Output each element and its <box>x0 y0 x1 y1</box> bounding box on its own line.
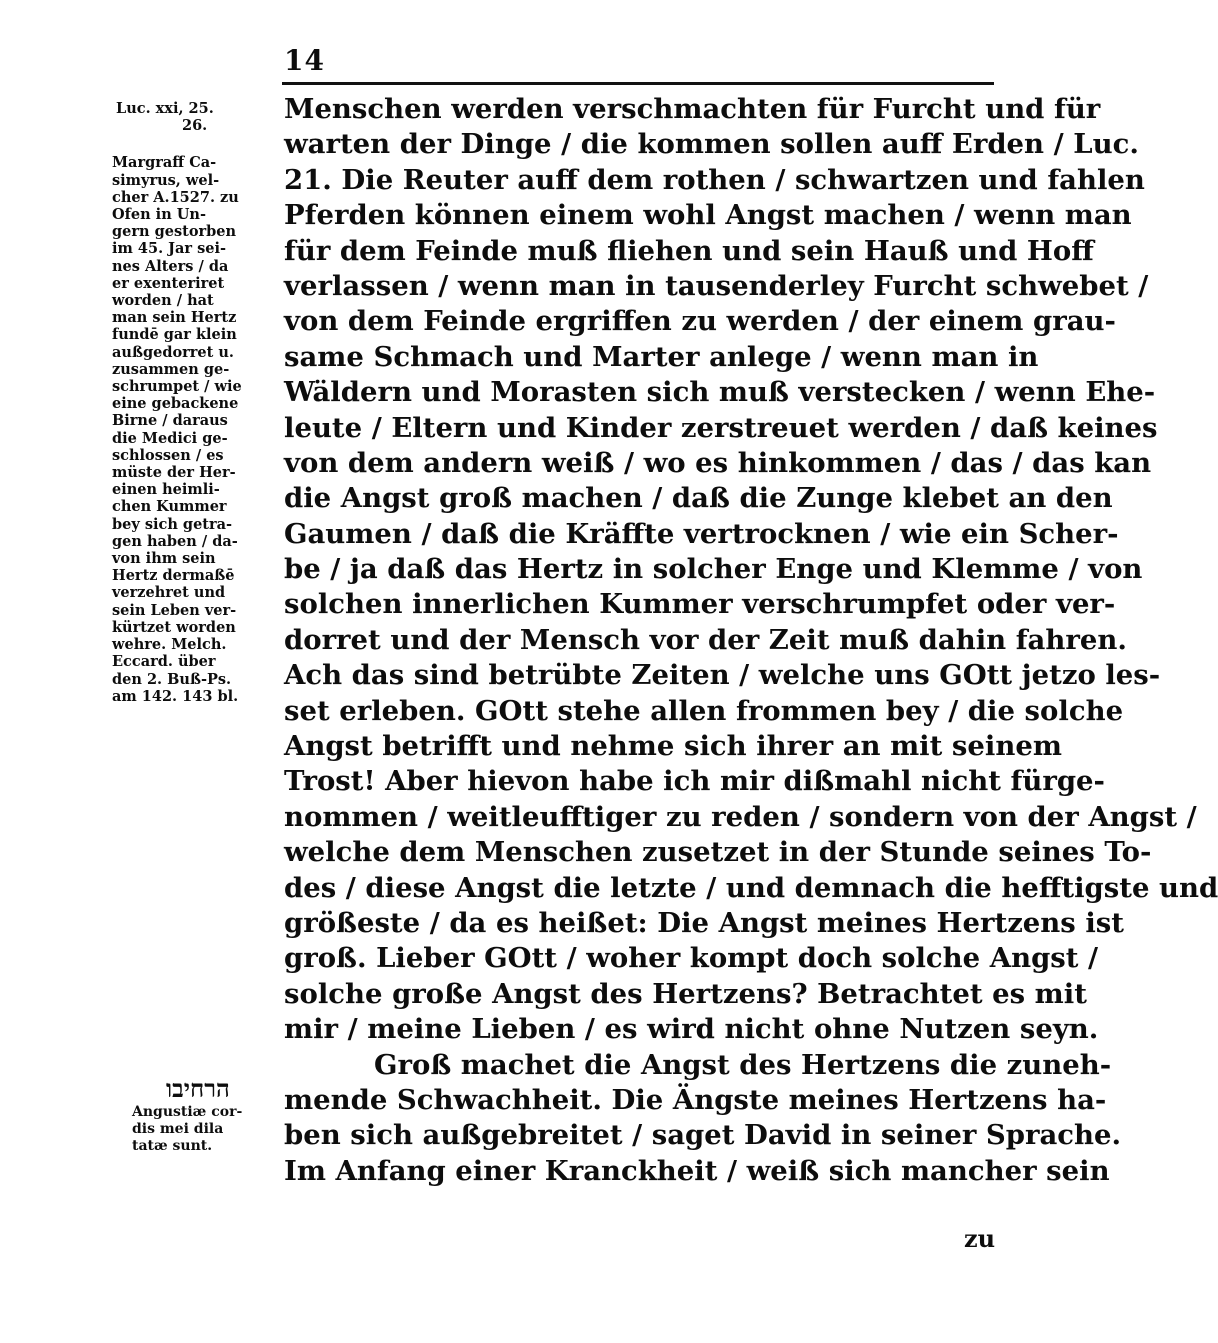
margin-line: verzehret und <box>112 584 226 602</box>
header-rule <box>282 82 994 85</box>
text-line: solche große Angst des Hertzens? Betrachtet es mit <box>284 977 1087 1010</box>
margin-bible-reference <box>112 100 282 134</box>
margin-line: eine gebackene <box>112 395 239 413</box>
text-line: des / diese Angst die letzte / und demnach die hefftigste und <box>284 871 1218 904</box>
margin-line: nes Alters / da <box>112 257 229 275</box>
margin-line: Hertz dermaßē <box>112 567 235 585</box>
text-line: nommen / weitleufftiger zu reden / sondern von der Angst / <box>284 800 1197 833</box>
margin-line: cher A.1527. zu <box>112 188 239 206</box>
text-line: Im Anfang einer Kranckheit / weiß sich mancher sein <box>284 1154 1110 1187</box>
text-line: verlassen / wenn man in tausenderley Furcht schwebet / <box>284 269 1149 302</box>
text-line: set erleben. GOtt stehe allen frommen bey / die solche <box>284 694 1124 727</box>
margin-line: Luc. xxi, 25. <box>116 100 214 117</box>
margin-line: sein Leben ver- <box>112 601 237 619</box>
text-line: die Angst groß machen / daß die Zunge klebet an den <box>284 482 1113 515</box>
main-text <box>284 92 1218 1189</box>
margin-line: fundē gar klein <box>112 326 237 344</box>
margin-line: im 45. Jar sei- <box>112 240 227 258</box>
text-line: Pferden können einem wohl Angst machen / wenn man <box>284 199 1132 232</box>
margin-note-margraff <box>112 154 282 705</box>
margin-note-hebrew <box>132 1074 282 1155</box>
margin-line: Margraff Ca- <box>112 154 217 172</box>
margin-line: man sein Hertz <box>112 309 237 327</box>
margin-line: schlossen / es <box>112 446 224 464</box>
text-line: Angst betrifft und nehme sich ihrer an mit seinem <box>284 730 1062 763</box>
text-line: ben sich außgebreitet / saget David in seiner Sprache. <box>284 1119 1122 1152</box>
margin-line: einen heimli- <box>112 481 220 499</box>
margin-notes <box>112 100 282 705</box>
text-line: solchen innerlichen Kummer verschrumpfet oder ver- <box>284 588 1116 621</box>
text-line: be / ja daß das Hertz in solcher Enge und Klemme / von <box>284 553 1143 586</box>
text-line: mende Schwachheit. Die Ängste meines Hertzens ha- <box>284 1083 1107 1116</box>
margin-line: 26. <box>182 117 208 135</box>
text-line: Wäldern und Morasten sich muß verstecken / wenn Ehe- <box>284 376 1156 409</box>
margin-line: gern gestorben <box>112 223 237 241</box>
hebrew-word: הרחיבו <box>166 1074 230 1103</box>
margin-line: worden / hat <box>112 292 214 310</box>
text-line: mir / meine Lieben / es wird nicht ohne Nutzen seyn. <box>284 1013 1099 1046</box>
margin-line: er exenteriret <box>112 274 225 292</box>
margin-line: schrumpet / wie <box>112 378 242 396</box>
text-line: Menschen werden verschmachten für Furcht und für <box>284 93 1101 125</box>
catchword: zu <box>964 1224 996 1253</box>
text-line: dorret und der Mensch vor der Zeit muß dahin fahren. <box>284 623 1127 656</box>
margin-line: bey sich getra- <box>112 515 233 533</box>
text-line: groß. Lieber GOtt / woher kompt doch solche Angst / <box>284 942 1099 975</box>
margin-line: Angustiæ cor- <box>132 1104 243 1120</box>
text-line: warten der Dinge / die kommen sollen auff Erden / Luc. <box>284 128 1139 161</box>
text-line: leute / Eltern und Kinder zerstreuet werden / daß keines <box>284 411 1158 444</box>
margin-line: chen Kummer <box>112 498 227 516</box>
margin-line: am 142. 143 bl. <box>112 687 239 705</box>
text-line: von dem andern weiß / wo es hinkommen / das / das kan <box>284 446 1152 479</box>
text-line: größeste / da es heißet: Die Angst meines Hertzens ist <box>284 906 1124 939</box>
text-line: welche dem Menschen zusetzet in der Stunde seines To- <box>284 836 1152 869</box>
text-line: Gaumen / daß die Kräffte vertrocknen / wie ein Scher- <box>284 517 1119 550</box>
page-number: 14 <box>284 44 325 77</box>
text-line: Trost! Aber hievon habe ich mir dißmahl nicht fürge- <box>284 765 1105 798</box>
text-line: 21. Die Reuter auff dem rothen / schwartzen und fahlen <box>284 163 1145 196</box>
margin-line: gen haben / da- <box>112 532 238 550</box>
margin-line: wehre. Melch. <box>112 636 227 654</box>
margin-line: simyrus, wel- <box>112 171 220 189</box>
margin-line: Ofen in Un- <box>112 206 206 224</box>
margin-line: kürtzet worden <box>112 618 236 636</box>
margin-line: tatæ sunt. <box>132 1138 213 1154</box>
margin-line: zusammen ge- <box>112 360 230 378</box>
margin-line: von ihm sein <box>112 550 216 568</box>
text-line: Groß machet die Angst des Hertzens die zuneh- <box>374 1048 1112 1081</box>
margin-line: die Medici ge- <box>112 429 228 447</box>
margin-line: dis mei dila <box>132 1121 224 1137</box>
margin-line: den 2. Buß-Ps. <box>112 670 232 688</box>
margin-line: Birne / daraus <box>112 412 228 430</box>
margin-line: Eccard. über <box>112 653 216 671</box>
text-line: same Schmach und Marter anlege / wenn man in <box>284 340 1039 373</box>
text-line: für dem Feinde muß fliehen und sein Hauß und Hoff <box>284 234 1094 267</box>
margin-line: außgedorret u. <box>112 343 234 361</box>
text-line: von dem Feinde ergriffen zu werden / der einem grau- <box>284 305 1116 338</box>
margin-line: müste der Her- <box>112 464 236 482</box>
text-line: Ach das sind betrübte Zeiten / welche uns GOtt jetzo les- <box>284 659 1161 692</box>
